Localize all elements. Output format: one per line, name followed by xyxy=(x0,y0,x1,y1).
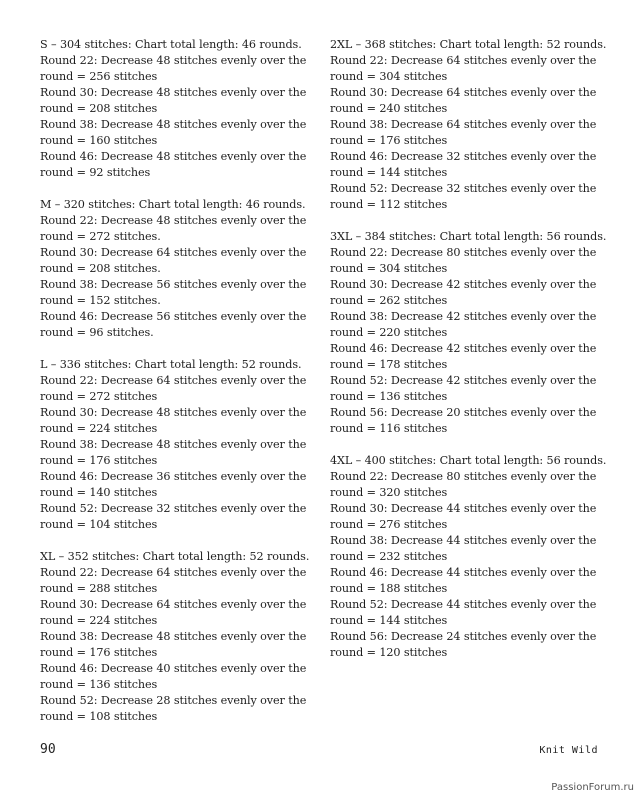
instruction-line: Round 30: Decrease 44 stitches evenly over the xyxy=(330,502,597,515)
instruction-line: Round 38: Decrease 56 stitches evenly over the xyxy=(40,278,307,291)
instruction-line: Round 38: Decrease 44 stitches evenly over the xyxy=(330,534,597,547)
size-section xyxy=(330,453,620,661)
instruction-line: round = 112 stitches xyxy=(330,198,448,211)
size-heading: XL – 352 stitches: Chart total length: 52 rounds. xyxy=(40,550,310,563)
size-section xyxy=(40,37,310,181)
size-heading: M – 320 stitches: Chart total length: 46 rounds. xyxy=(40,198,306,211)
instruction-line: round = 176 stitches xyxy=(330,134,448,147)
instruction-line: round = 320 stitches xyxy=(330,486,448,499)
size-heading: 2XL – 368 stitches: Chart total length: 52 rounds. xyxy=(330,38,607,51)
instruction-line: round = 176 stitches xyxy=(40,646,158,659)
size-heading: L – 336 stitches: Chart total length: 52 rounds. xyxy=(40,358,302,371)
instruction-line: round = 120 stitches xyxy=(330,646,448,659)
instruction-line: Round 52: Decrease 32 stitches evenly over the xyxy=(40,502,307,515)
instruction-line: round = 272 stitches xyxy=(40,390,158,403)
instruction-line: Round 38: Decrease 64 stitches evenly over the xyxy=(330,118,597,131)
instruction-line: Round 38: Decrease 42 stitches evenly over the xyxy=(330,310,597,323)
instruction-line: round = 304 stitches xyxy=(330,70,448,83)
instruction-line: Round 56: Decrease 24 stitches evenly over the xyxy=(330,630,597,643)
instruction-line: round = 176 stitches xyxy=(40,454,158,467)
instruction-line: Round 22: Decrease 64 stitches evenly over the xyxy=(40,566,307,579)
size-heading: S – 304 stitches: Chart total length: 46 rounds. xyxy=(40,38,302,51)
instruction-line: Round 38: Decrease 48 stitches evenly over the xyxy=(40,118,307,131)
instruction-line: round = 116 stitches xyxy=(330,422,448,435)
size-heading: 3XL – 384 stitches: Chart total length: 56 rounds. xyxy=(330,230,607,243)
right-column xyxy=(330,37,620,677)
instruction-line: round = 272 stitches. xyxy=(40,230,161,243)
instruction-line: Round 52: Decrease 42 stitches evenly over the xyxy=(330,374,597,387)
instruction-line: Round 22: Decrease 80 stitches evenly over the xyxy=(330,246,597,259)
instruction-line: Round 46: Decrease 36 stitches evenly over the xyxy=(40,470,307,483)
instruction-line: Round 46: Decrease 44 stitches evenly over the xyxy=(330,566,597,579)
instruction-line: round = 96 stitches. xyxy=(40,326,154,339)
instruction-line: Round 56: Decrease 20 stitches evenly over the xyxy=(330,406,597,419)
instruction-line: round = 224 stitches xyxy=(40,422,158,435)
instruction-line: Round 38: Decrease 48 stitches evenly over the xyxy=(40,438,307,451)
instruction-line: round = 188 stitches xyxy=(330,582,448,595)
instruction-line: round = 108 stitches xyxy=(40,710,158,723)
size-section xyxy=(40,357,310,533)
instruction-line: round = 220 stitches xyxy=(330,326,448,339)
instruction-line: Round 46: Decrease 32 stitches evenly over the xyxy=(330,150,597,163)
instruction-line: round = 262 stitches xyxy=(330,294,448,307)
instruction-line: Round 46: Decrease 56 stitches evenly over the xyxy=(40,310,307,323)
instruction-line: round = 232 stitches xyxy=(330,550,448,563)
instruction-line: Round 30: Decrease 64 stitches evenly over the xyxy=(330,86,597,99)
instruction-line: round = 256 stitches xyxy=(40,70,158,83)
instruction-line: round = 304 stitches xyxy=(330,262,448,275)
page-number: 90 xyxy=(40,742,56,757)
instruction-line: round = 240 stitches xyxy=(330,102,448,115)
size-section xyxy=(40,549,310,725)
instruction-line: Round 30: Decrease 48 stitches evenly over the xyxy=(40,86,307,99)
instruction-line: round = 178 stitches xyxy=(330,358,448,371)
size-section xyxy=(330,229,620,437)
instruction-line: round = 104 stitches xyxy=(40,518,158,531)
instruction-line: round = 144 stitches xyxy=(330,166,448,179)
instruction-line: round = 136 stitches xyxy=(330,390,448,403)
instruction-line: round = 92 stitches xyxy=(40,166,151,179)
instruction-line: Round 52: Decrease 32 stitches evenly over the xyxy=(330,182,597,195)
instruction-line: Round 22: Decrease 48 stitches evenly over the xyxy=(40,54,307,67)
instruction-line: Round 30: Decrease 64 stitches evenly over the xyxy=(40,598,307,611)
instruction-line: round = 288 stitches xyxy=(40,582,158,595)
left-column xyxy=(40,37,310,741)
instruction-line: Round 46: Decrease 40 stitches evenly over the xyxy=(40,662,307,675)
watermark: PassionForum.ru xyxy=(551,782,634,793)
instruction-line: round = 152 stitches. xyxy=(40,294,161,307)
instruction-line: Round 52: Decrease 44 stitches evenly over the xyxy=(330,598,597,611)
instruction-line: round = 208 stitches xyxy=(40,102,158,115)
instruction-line: round = 208 stitches. xyxy=(40,262,161,275)
size-section xyxy=(330,37,620,213)
size-section xyxy=(40,197,310,341)
instruction-line: Round 22: Decrease 64 stitches evenly over the xyxy=(40,374,307,387)
instruction-line: round = 160 stitches xyxy=(40,134,158,147)
instruction-line: Round 30: Decrease 48 stitches evenly over the xyxy=(40,406,307,419)
instruction-line: Round 30: Decrease 64 stitches evenly over the xyxy=(40,246,307,259)
instruction-line: Round 22: Decrease 48 stitches evenly over the xyxy=(40,214,307,227)
running-title: Knit Wild xyxy=(539,745,598,756)
instruction-line: Round 46: Decrease 42 stitches evenly over the xyxy=(330,342,597,355)
instruction-line: Round 30: Decrease 42 stitches evenly over the xyxy=(330,278,597,291)
instruction-line: Round 46: Decrease 48 stitches evenly over the xyxy=(40,150,307,163)
instruction-line: round = 136 stitches xyxy=(40,678,158,691)
instruction-line: round = 140 stitches xyxy=(40,486,158,499)
instruction-line: round = 144 stitches xyxy=(330,614,448,627)
instruction-line: round = 224 stitches xyxy=(40,614,158,627)
instruction-line: Round 22: Decrease 64 stitches evenly over the xyxy=(330,54,597,67)
instruction-line: Round 52: Decrease 28 stitches evenly over the xyxy=(40,694,307,707)
size-heading: 4XL – 400 stitches: Chart total length: 56 rounds. xyxy=(330,454,607,467)
instruction-line: Round 22: Decrease 80 stitches evenly over the xyxy=(330,470,597,483)
instruction-line: Round 38: Decrease 48 stitches evenly over the xyxy=(40,630,307,643)
instruction-line: round = 276 stitches xyxy=(330,518,448,531)
